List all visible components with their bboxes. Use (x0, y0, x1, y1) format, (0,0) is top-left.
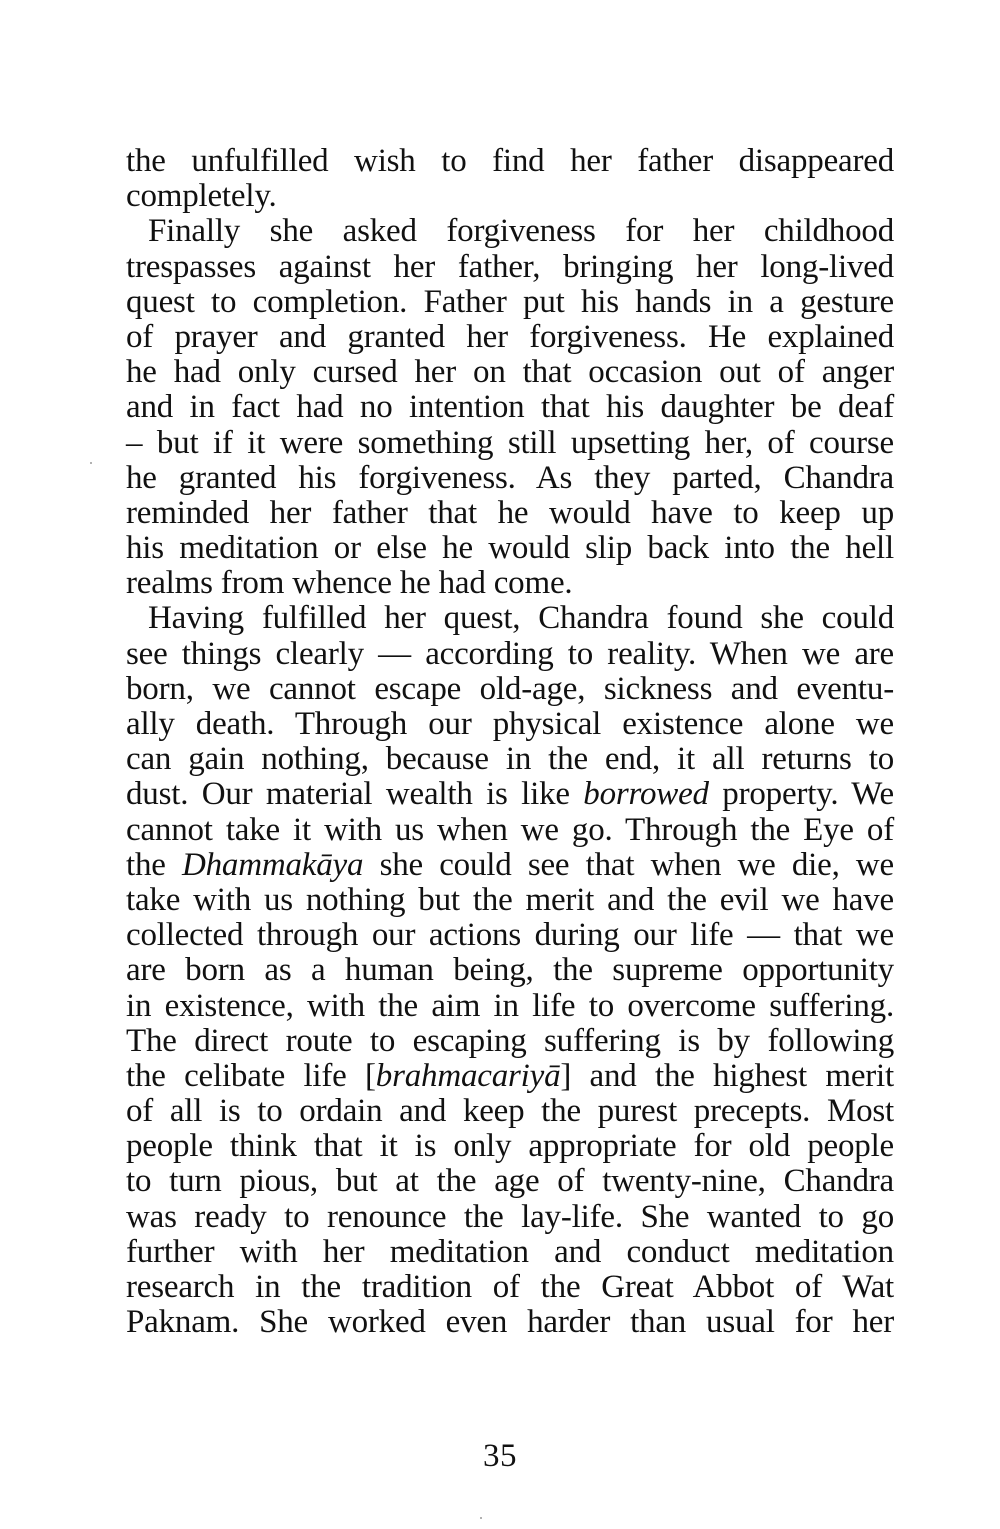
text-line (126, 883, 894, 918)
line-text: collected through our actions during our life — that we (126, 917, 894, 954)
line-text: Finally she asked forgiveness for her childhood (148, 213, 894, 250)
line-text: The direct route to escaping suffering is by following (126, 1022, 894, 1059)
line-text: completely. (126, 178, 277, 215)
line-text: realms from whence he had come. (126, 565, 573, 602)
text-line (126, 214, 894, 249)
text-line (126, 637, 894, 672)
line-text: the unfulfilled wish to find her father disappeared (126, 143, 894, 179)
line-text: in existence, with the aim in life to overcome suffering. (126, 987, 894, 1024)
text-line (126, 426, 894, 461)
line-text: of prayer and granted her forgiveness. He explained (126, 318, 894, 355)
line-text: research in the tradition of the Great Abbot of Wat (126, 1269, 894, 1305)
text-line (126, 390, 894, 425)
text-line (126, 496, 894, 531)
text-line (126, 1235, 894, 1270)
text-line (126, 566, 894, 601)
text-line (126, 1129, 894, 1164)
line-text: he had only cursed her on that occasion out of anger (126, 354, 894, 391)
italic-term: brahmacariyā (375, 1057, 561, 1094)
line-text: ally death. Through our physical existence alone we (126, 706, 894, 742)
line-text: are born as a human being, the supreme opportunity (126, 952, 894, 989)
text-line (126, 179, 894, 214)
line-text: Paknam. She worked even harder than usual for her (126, 1304, 894, 1341)
line-text: can gain nothing, because in the end, it all returns to (126, 741, 894, 778)
scan-speck (480, 1517, 482, 1519)
line-text: the celibate life [ (126, 1057, 376, 1094)
line-text: take with us nothing but the merit and the evil we have (126, 881, 894, 918)
text-line (126, 989, 894, 1024)
text-line (126, 1024, 894, 1059)
line-text: trespasses against her father, bringing her long-lived (126, 248, 894, 285)
text-line (126, 285, 894, 320)
text-line (126, 707, 894, 742)
text-line (126, 953, 894, 988)
line-text: see things clearly — according to reality. When we are (126, 635, 894, 672)
text-line (126, 777, 894, 812)
line-text: Having fulfilled her quest, Chandra found she could (148, 600, 894, 637)
line-text: was ready to renounce the lay-life. She wanted to go (126, 1198, 894, 1235)
line-text: and in fact had no intention that his daughter be deaf (126, 389, 894, 426)
text-line (126, 250, 894, 285)
text-line (126, 144, 894, 179)
text-line (126, 531, 894, 566)
text-line (126, 742, 894, 777)
line-text: to turn pious, but at the age of twenty-nine, Chandra (126, 1163, 894, 1200)
line-text: his meditation or else he would slip back into the hell (126, 530, 894, 567)
text-line (126, 1164, 894, 1199)
line-text: cannot take it with us when we go. Through the Eye of (126, 811, 894, 848)
text-line (126, 1270, 894, 1305)
line-text: of all is to ordain and keep the purest precepts. Most (126, 1093, 894, 1130)
text-line (126, 1200, 894, 1235)
text-line (126, 601, 894, 636)
text-line (126, 813, 894, 848)
line-text: the (126, 846, 182, 883)
text-line (126, 918, 894, 953)
text-line (126, 1094, 894, 1129)
text-line (126, 461, 894, 496)
line-text: people think that it is only appropriate for old people (126, 1128, 894, 1165)
text-line (126, 320, 894, 355)
line-text: born, we cannot escape old-age, sickness and eventu- (126, 670, 894, 707)
text-line (126, 848, 894, 883)
page-number: 35 (483, 1438, 517, 1474)
body-text (126, 144, 894, 1340)
italic-term: Dhammakāya (182, 846, 364, 883)
line-text: quest to completion. Father put his hands in a gesture (126, 283, 894, 320)
text-line (126, 1059, 894, 1094)
line-text: he granted his forgiveness. As they parted, Chandra (126, 459, 894, 496)
line-text: dust. Our material wealth is like (126, 776, 584, 813)
italic-term: borrowed (583, 776, 709, 813)
scan-speck (90, 462, 92, 464)
text-line (126, 355, 894, 390)
text-line (126, 672, 894, 707)
line-text: reminded her father that he would have to keep up (126, 494, 894, 531)
line-text: property. We (708, 776, 895, 813)
line-text: she could see that when we die, we (363, 846, 895, 883)
line-text: – but if it were something still upsetting her, of course (126, 424, 894, 461)
line-text: further with her meditation and conduct meditation (126, 1233, 894, 1270)
line-text: ] and the highest merit (560, 1057, 894, 1094)
text-line (126, 1305, 894, 1340)
